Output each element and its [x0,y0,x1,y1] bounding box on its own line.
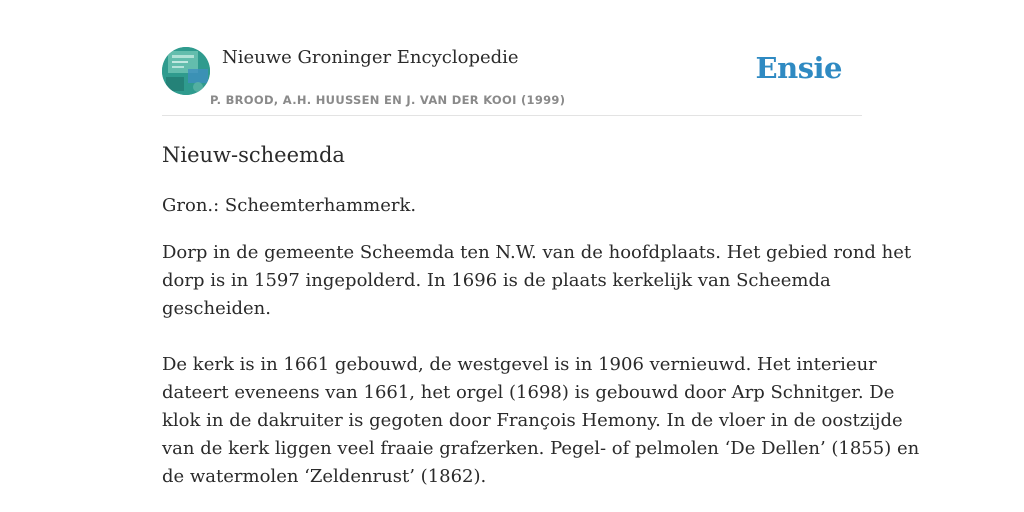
paragraph-line: De kerk is in 1661 gebouwd, de westgevel is in 1906 vernieuwd. Het interieur [162,354,877,375]
header-divider [162,115,862,116]
paragraph-line: van de kerk liggen veel fraaie grafzerken. Pegel- of pelmolen ‘De Dellen’ (1855) en [162,438,920,459]
work-avatar[interactable] [162,47,210,95]
paragraph-line: Dorp in de gemeente Scheemda ten N.W. van de hoofdplaats. Het gebied rond het [162,242,912,263]
book-cover-icon [162,47,210,95]
paragraph-line: de watermolen ‘Zeldenrust’ (1862). [162,466,487,487]
work-header [162,46,862,116]
paragraph-line: dateert eveneens van 1661, het orgel (1698) is gebouwd door Arp Schnitger. De [162,382,895,403]
page-container [162,0,920,512]
paragraph-line: dorp is in 1597 ingepolderd. In 1696 is de plaats kerkelijk van Scheemda [162,270,831,291]
ensie-logo[interactable]: Ensie [755,51,842,85]
article-title: Nieuw-scheemda [162,143,345,167]
article-alt-name: Gron.: Scheemterhammerk. [162,195,417,216]
paragraph-line: klok in de dakruiter is gegoten door François Hemony. In de vloer in de oostzijde [162,410,903,431]
work-title[interactable]: Nieuwe Groninger Encyclopedie [222,47,519,68]
paragraph-line: gescheiden. [162,298,271,319]
article-paragraph-1 [162,239,912,323]
work-authors: P. BROOD, A.H. HUUSSEN EN J. VAN DER KOOI (1999) [210,93,566,107]
article-paragraph-2 [162,351,920,491]
